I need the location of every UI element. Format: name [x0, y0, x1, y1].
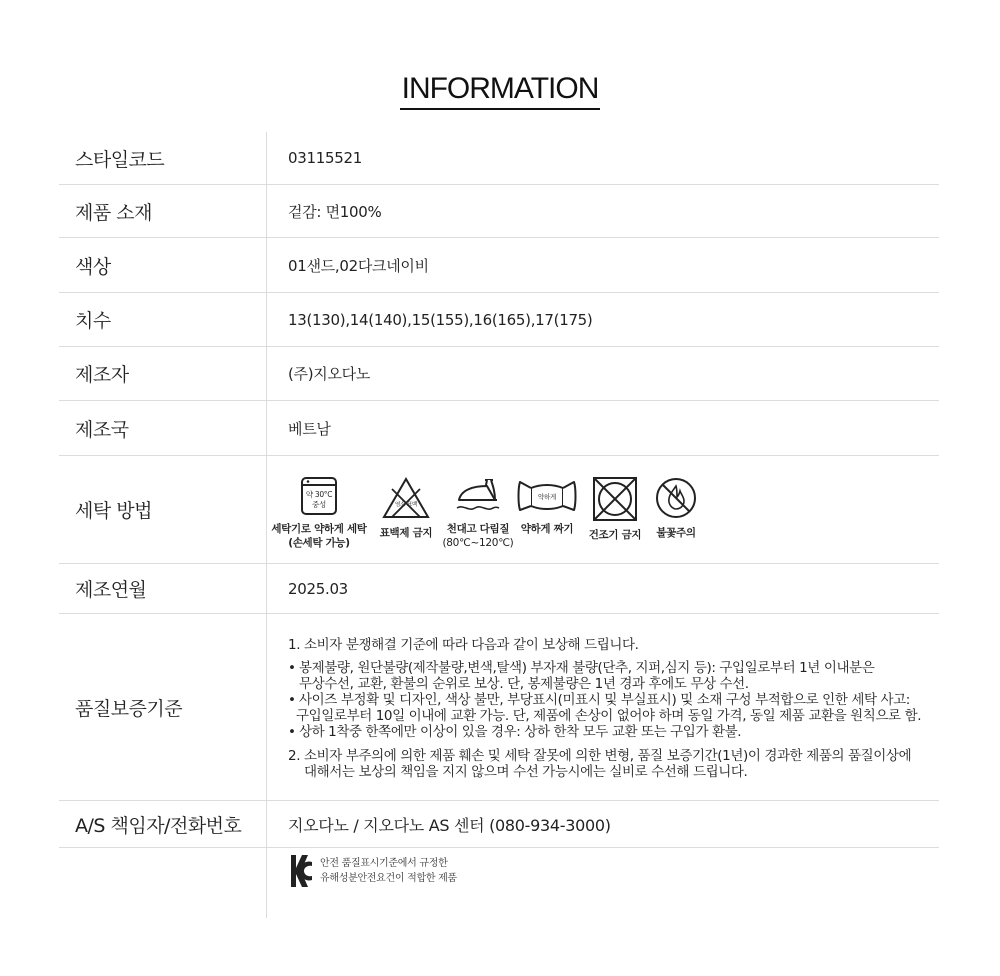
row-quality-guarantee [59, 614, 939, 801]
row-value: 겉감: 면100% [288, 202, 382, 221]
care-caption: 약하게 짜기 [520, 522, 574, 535]
svg-text:표백: 표백 [406, 501, 418, 508]
row-label: 제조자 [59, 347, 267, 400]
care-item [440, 476, 516, 550]
row-label: 세탁 방법 [59, 456, 267, 563]
row-manufacture-date [59, 564, 939, 614]
svg-text:약하게: 약하게 [538, 492, 556, 501]
care-caption: 불꽃주의 [656, 526, 696, 539]
svg-text:중성: 중성 [312, 499, 326, 509]
machine-wash-30-icon [300, 476, 338, 516]
quality-paragraph: 2. 소비자 부주의에 의한 제품 훼손 및 세탁 잘못에 의한 변형, 품질 보증기간(1년)이 경과한 제품의 품질이상에 [288, 747, 912, 764]
row-label: 제조국 [59, 401, 267, 455]
care-item [271, 476, 367, 550]
quality-text [288, 635, 921, 780]
no-tumble-dry-icon [592, 476, 638, 522]
row-as-contact [59, 801, 939, 848]
row-color [59, 238, 939, 293]
no-bleach-icon [382, 476, 430, 520]
care-item [512, 476, 582, 536]
gentle-wring-icon [517, 476, 577, 516]
product-info-table [59, 132, 939, 918]
quality-paragraph-cont: 대해서는 보상의 책임을 지지 않으며 수선 가능시에는 실비로 수선해 드립니다. [304, 763, 748, 780]
page-title: INFORMATION [0, 72, 1000, 110]
row-value [267, 848, 939, 918]
care-caption: 천대고 다림질 (80℃~120℃) [442, 522, 514, 549]
quality-paragraph: 1. 소비자 분쟁해결 기준에 따라 다음과 같이 보상해 드립니다. [288, 636, 639, 653]
quality-bullet: • 사이즈 부정확 및 디자인, 색상 불만, 부당표시(미표시 및 부실표시) 및 소재 구성 부적합으로 인한 세탁 사고: [288, 691, 910, 708]
row-label: 제조연월 [59, 564, 267, 613]
quality-bullet: • 봉제불량, 원단불량(제작불량,변색,탈색) 부자재 불량(단추, 지퍼,심지 등): 구입일로부터 1년 이내분은 [288, 659, 875, 676]
row-style-code [59, 132, 939, 185]
row-label: 제품 소재 [59, 185, 267, 237]
quality-bullet-cont: 구입일로부터 10일 이내에 교환 가능. 단, 제품에 손상이 없어야 하며 동일 가격, 동일 제품 교환을 원칙으로 함. [296, 707, 922, 724]
iron-with-cloth-icon [455, 476, 501, 516]
row-value: 01샌드,02다크네이비 [288, 256, 429, 275]
row-value [267, 614, 939, 800]
row-maker [59, 347, 939, 401]
care-caption: 표백제 금지 [379, 526, 433, 539]
quality-bullet-cont: 무상수선, 교환, 환불의 순위로 보상. 단, 봉제불량은 1년 경과 후에도 무상 수선. [299, 675, 749, 692]
row-kc-certification [59, 848, 939, 918]
row-value: 베트남 [288, 419, 331, 438]
row-size [59, 293, 939, 347]
care-item [580, 476, 650, 542]
kc-text: 안전 품질표시기준에서 규정한 유해성분안전요건이 적합한 제품 [320, 858, 457, 884]
care-symbols [271, 470, 706, 550]
row-country [59, 401, 939, 456]
row-label: 색상 [59, 238, 267, 292]
care-caption: 건조기 금지 [588, 528, 642, 541]
row-value: 지오다노 / 지오다노 AS 센터 (080-934-3000) [288, 815, 611, 835]
row-label: 스타일코드 [59, 132, 267, 184]
row-label [59, 848, 267, 918]
row-label: 품질보증기준 [59, 614, 267, 800]
svg-text:약 30°C: 약 30°C [305, 489, 333, 499]
row-value: 03115521 [288, 149, 362, 167]
kc-logo-icon [288, 852, 314, 890]
care-item [646, 476, 706, 540]
no-fire-icon [654, 476, 698, 520]
row-value: 2025.03 [288, 579, 348, 598]
row-value: (주)지오다노 [288, 365, 371, 383]
care-caption: 세탁기로 약하게 세탁 (손세탁 가능) [271, 522, 367, 549]
row-value: 13(130),14(140),15(155),16(165),17(175) [288, 310, 593, 329]
svg-text:염소: 염소 [394, 501, 406, 508]
quality-bullet: • 상하 1착중 한쪽에만 이상이 있을 경우: 상하 한착 모두 교환 또는 구입가 환불. [288, 723, 742, 740]
kc-mark [288, 848, 457, 890]
row-washing [59, 456, 939, 564]
care-item [370, 476, 442, 540]
row-value [267, 456, 939, 563]
row-label: A/S 책임자/전화번호 [59, 801, 267, 847]
row-label: 치수 [59, 293, 267, 346]
row-material [59, 185, 939, 238]
